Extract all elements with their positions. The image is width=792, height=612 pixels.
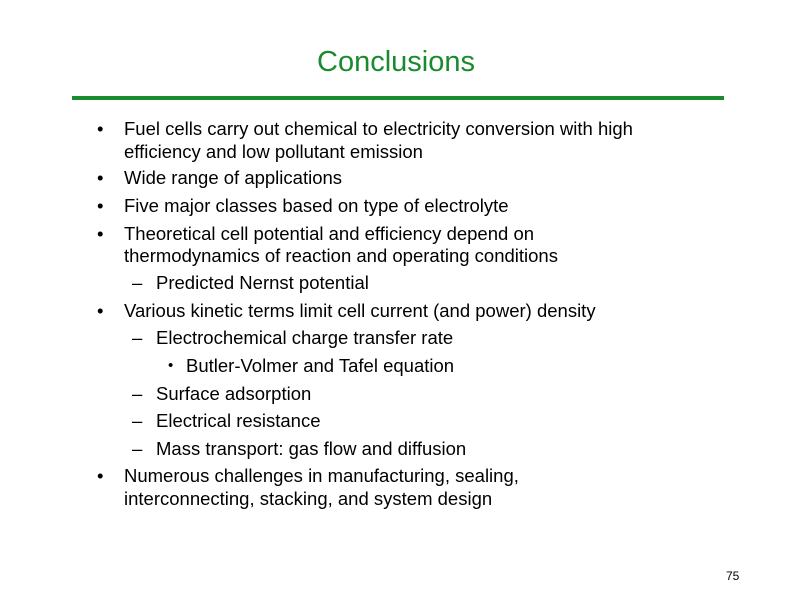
bullet-marker: • [168, 357, 174, 374]
bullet-marker: • [97, 195, 104, 216]
bullet-marker: • [97, 300, 104, 321]
dash-marker: – [132, 327, 143, 348]
bullet-marker: • [97, 167, 104, 188]
bullet-text: Theoretical cell potential and efficiency depend on [124, 223, 535, 244]
bullet-text: efficiency and low pollutant emission [124, 141, 423, 162]
bullet-text: Surface adsorption [156, 383, 312, 404]
bullet-text: Butler-Volmer and Tafel equation [186, 355, 455, 376]
bullet-marker: • [97, 118, 104, 139]
bullet-text: Various kinetic terms limit cell current (and power) density [124, 300, 596, 321]
bullet-text: Numerous challenges in manufacturing, sealing, [124, 465, 519, 486]
bullet-text: Predicted Nernst potential [156, 272, 369, 293]
bullet-text: Five major classes based on type of electrolyte [124, 195, 509, 216]
dash-marker: – [132, 272, 143, 293]
bullet-marker: • [97, 465, 104, 486]
bullet-text: thermodynamics of reaction and operating conditions [124, 245, 558, 266]
slide-title: Conclusions [317, 46, 475, 78]
bullet-text: Fuel cells carry out chemical to electricity conversion with high [124, 118, 633, 139]
dash-marker: – [132, 438, 143, 459]
dash-marker: – [132, 410, 143, 431]
bullet-text: Electrochemical charge transfer rate [156, 327, 454, 348]
dash-marker: – [132, 383, 143, 404]
bullet-text: interconnecting, stacking, and system design [124, 488, 493, 509]
bullet-text: Wide range of applications [124, 167, 343, 188]
bullet-text: Electrical resistance [156, 410, 321, 431]
page-number: 75 [726, 569, 740, 583]
bullet-marker: • [97, 223, 104, 244]
bullet-text: Mass transport: gas flow and diffusion [156, 438, 467, 459]
